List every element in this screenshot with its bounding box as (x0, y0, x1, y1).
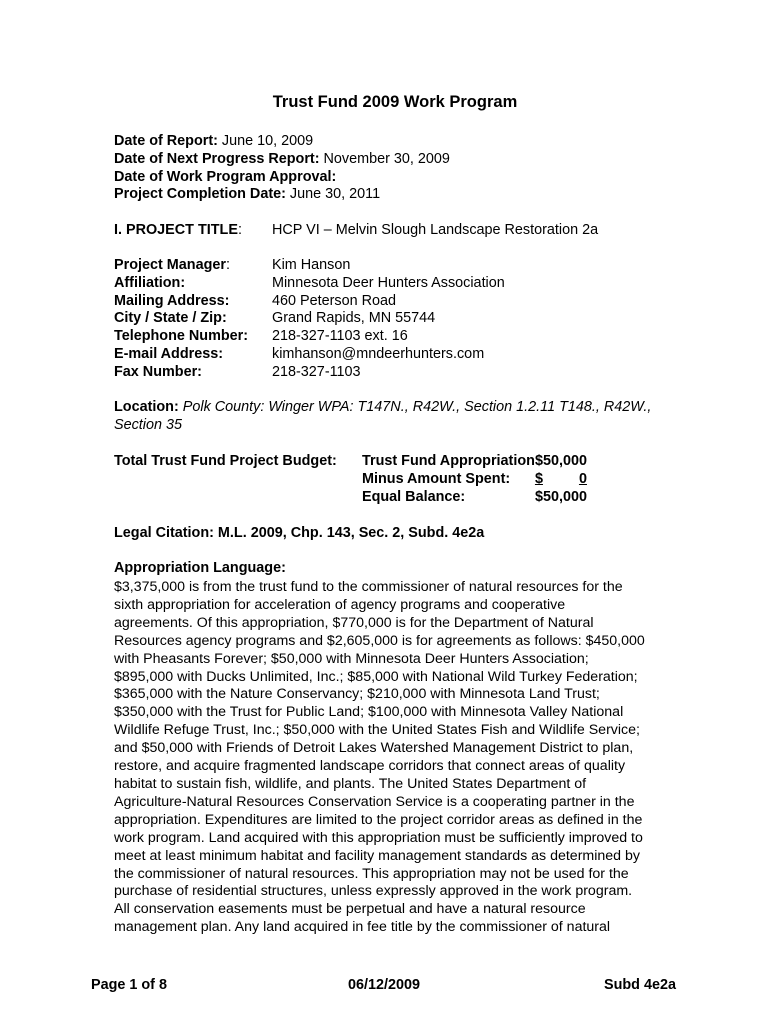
paragraph-line: Agriculture-Natural Resources Conservation Service is a cooperating partner in the (114, 793, 635, 810)
legal-citation-value: M.L. 2009, Chp. 143, Sec. 2, Subd. 4e2a (213, 525, 485, 541)
project-title-label-wrap (114, 222, 272, 240)
location (114, 399, 654, 435)
contact-info (114, 257, 505, 382)
location-value: Polk County: Winger WPA: T147N., R42W., Section 1.2.11 T148., R42W., Section 35 (114, 399, 652, 433)
contact-suffix: : (225, 257, 230, 273)
contact-label: Project Manager (114, 257, 226, 273)
location-label: Location: (114, 399, 179, 415)
paragraph-line: with Pheasants Forever; $50,000 with Minnesota Deer Hunters Association; (114, 650, 589, 667)
paragraph-line: work program. Land acquired with this appropriation must be sufficiently improved to (114, 829, 643, 846)
paragraph-line: Resources agency programs and $2,605,000 is for agreements as follows: $450,000 (114, 632, 645, 649)
paragraph-line: sixth appropriation for acceleration of agency programs and cooperative (114, 596, 566, 613)
contact-label: Mailing Address: (114, 292, 230, 309)
date-of-report (114, 133, 450, 151)
contact-row (114, 275, 505, 293)
legal-citation-label: Legal Citation: (114, 525, 214, 541)
table-row (362, 489, 587, 507)
budget-row-currency: $ (534, 488, 543, 505)
paragraph-line: habitat to sustain fish, wildlife, and plants. The United States Department of (114, 775, 587, 792)
completion-label: Project Completion Date: (114, 186, 286, 203)
appropriation-text (114, 579, 684, 937)
budget-table (362, 453, 587, 506)
paragraph-line: the commissioner of natural resources. This appropriation may not be used for the (114, 865, 629, 882)
contact-value: 218-327-1103 ext. 16 (272, 328, 408, 345)
contact-label: E-mail Address: (114, 345, 224, 362)
paragraph-line: $3,375,000 is from the trust fund to the commissioner of natural resources for the (114, 579, 623, 595)
budget-label: Total Trust Fund Project Budget: (114, 453, 337, 469)
paragraph-line: All conservation easements must be perpetual and have a natural resource (114, 901, 586, 918)
appropriation-heading: Appropriation Language: (114, 560, 286, 576)
paragraph-line: meet at least minimum habitat and facility management standards as determined by (114, 847, 640, 864)
table-row (362, 453, 587, 471)
contact-value: Minnesota Deer Hunters Association (272, 274, 505, 291)
paragraph-line: agreements. Of this appropriation, $770,000 is for the Department of Natural (114, 614, 594, 631)
project-title-label: I. PROJECT TITLE (114, 222, 238, 238)
paragraph-line: $350,000 with the Trust for Public Land; $100,000 with Minnesota Valley National (114, 704, 624, 721)
paragraph-line: $365,000 with the Nature Conservancy; $210,000 with Minnesota Land Trust; (114, 686, 600, 703)
paragraph-line: appropriation. Expenditures are limited to the project corridor areas as defined in the (114, 811, 643, 828)
page-title: Trust Fund 2009 Work Program (272, 93, 518, 111)
project-title-row (114, 222, 598, 240)
completion-value: June 30, 2011 (285, 186, 381, 203)
contact-label: Telephone Number: (114, 328, 249, 345)
footer-page-number: Page 1 of 8 (91, 977, 167, 993)
contact-row (114, 328, 505, 346)
contact-row (114, 310, 505, 328)
contact-value: Grand Rapids, MN 55744 (272, 310, 436, 327)
paragraph-line: Wildlife Refuge Trust, Inc.; $50,000 with the United States Fish and Wildlife Service; (114, 722, 640, 739)
budget-row-currency: $ (534, 453, 543, 469)
contact-label: City / State / Zip: (114, 310, 227, 327)
next-progress-label: Date of Next Progress Report: (114, 150, 320, 167)
contact-label: Fax Number: (114, 363, 202, 380)
contact-label: Affiliation: (114, 274, 186, 291)
work-program-approval (114, 169, 450, 187)
contact-row (114, 346, 505, 364)
date-of-report-value: June 10, 2009 (217, 133, 314, 149)
approval-label: Date of Work Program Approval: (114, 168, 337, 185)
contact-row (114, 293, 505, 311)
paragraph-line: management plan. Any land acquired in fee title by the commissioner of natural (114, 919, 611, 936)
budget-row-amount: 0 (578, 470, 587, 487)
date-of-report-label: Date of Report: (114, 133, 218, 149)
project-completion (114, 186, 450, 204)
contact-value: 460 Peterson Road (272, 292, 397, 309)
contact-row (114, 364, 505, 382)
contact-value[interactable]: kimhanson@mndeerhunters.com (272, 345, 485, 362)
contact-row (114, 257, 505, 275)
budget-row-amount: 50,000 (542, 453, 587, 469)
paragraph-line: restore, and acquire fragmented landscape corridors that connect areas of quality (114, 758, 626, 775)
budget-row-amount: 50,000 (542, 488, 587, 505)
report-dates (114, 133, 450, 204)
footer-date: 06/12/2009 (348, 977, 421, 993)
project-title-value: HCP VI – Melvin Slough Landscape Restoration 2a (272, 222, 599, 238)
budget-row-name: Trust Fund Appropriation (362, 453, 535, 469)
project-title-colon: : (237, 222, 242, 238)
budget-row-currency: $ (534, 470, 543, 487)
paragraph-line: and $50,000 with Friends of Detroit Lakes Watershed Management District to plan, (114, 740, 634, 757)
budget-row-name: Minus Amount Spent: (362, 470, 511, 487)
contact-value: Kim Hanson (272, 257, 351, 273)
legal-citation (114, 525, 484, 543)
next-progress-report (114, 151, 450, 169)
contact-value: 218-327-1103 (272, 363, 361, 380)
paragraph-line: purchase of residential structures, unless expressly approved in the work program. (114, 883, 633, 900)
footer-subdivision: Subd 4e2a (604, 977, 676, 993)
next-progress-value: November 30, 2009 (319, 150, 450, 167)
table-row (362, 471, 587, 489)
budget-row-name: Equal Balance: (362, 488, 466, 505)
paragraph-line: $895,000 with Ducks Unlimited, Inc.; $85,000 with National Wild Turkey Federation; (114, 668, 638, 685)
